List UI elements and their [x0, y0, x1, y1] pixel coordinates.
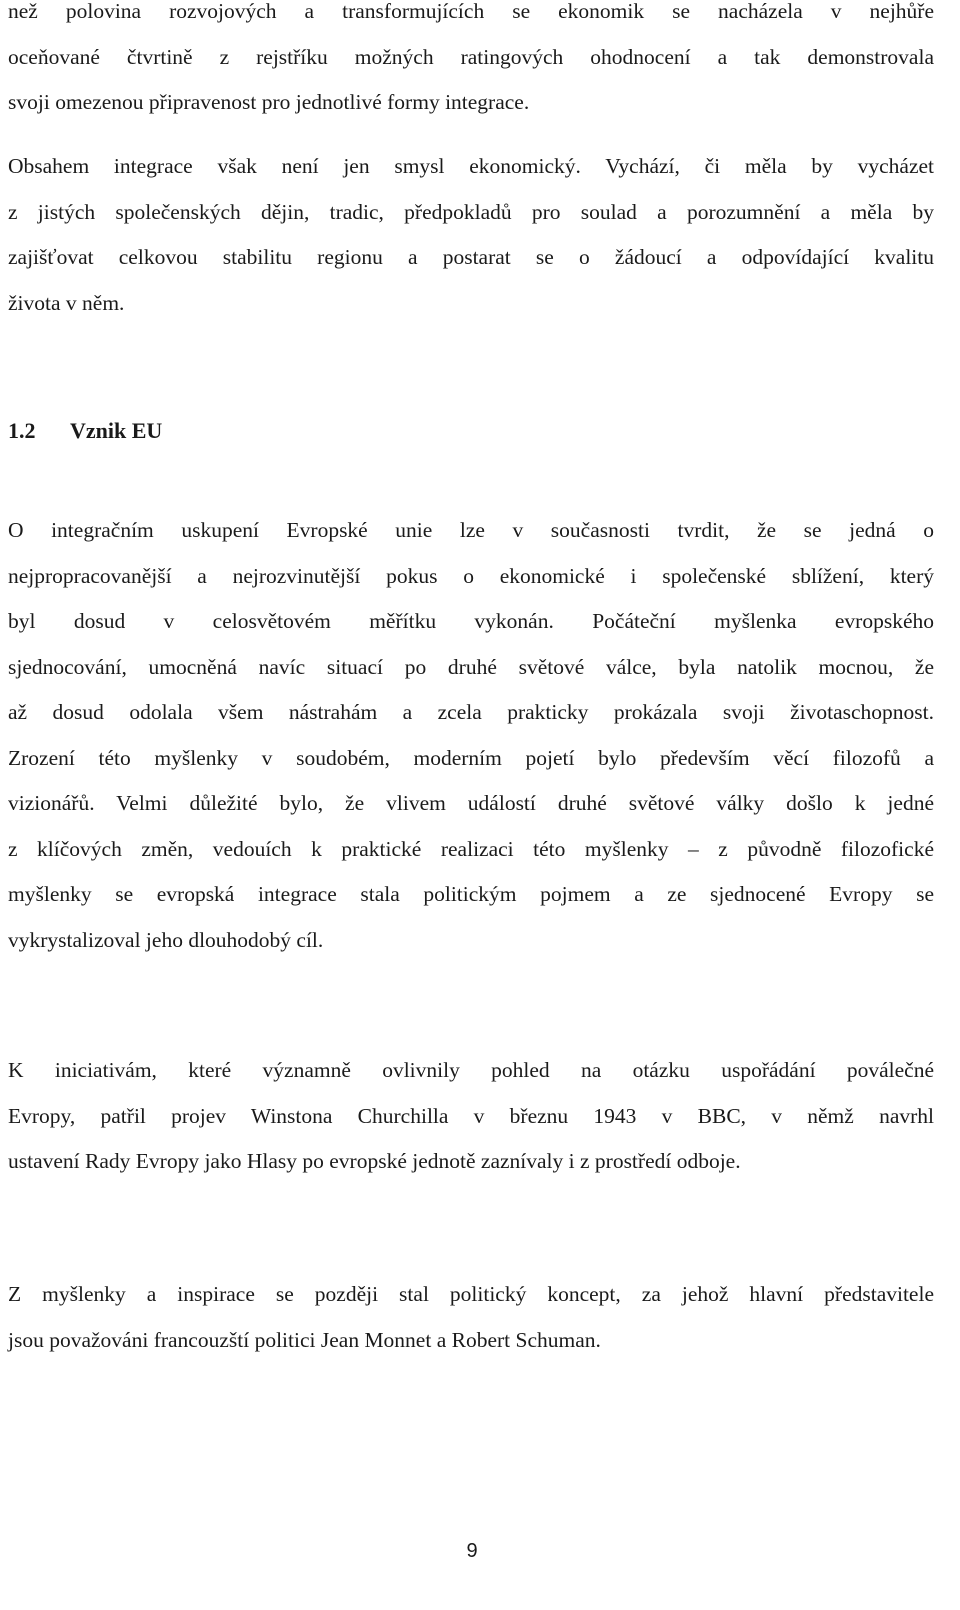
text-line: K iniciativám, které významně ovlivnily pohled na otázku uspořádání poválečné: [8, 1058, 934, 1082]
section-title: Vznik EU: [70, 418, 163, 443]
text-line: svoji omezenou připravenost pro jednotlivé formy integrace.: [8, 90, 530, 114]
section-number: 1.2: [8, 418, 36, 443]
paragraph-political-concept: [8, 1272, 934, 1363]
paragraph-eu-origin: [8, 508, 934, 963]
text-line: sjednocování, umocněná navíc situací po druhé světové válce, byla natolik mocnou, že: [8, 654, 934, 679]
page-number: 9: [466, 1540, 478, 1562]
text-line: než polovina rozvojových a transformujících se ekonomik se nacházela v nejhůře: [8, 0, 934, 23]
text-line: Zrození této myšlenky v soudobém, moderním pojetí bylo především věcí filozofů a: [8, 745, 934, 770]
paragraph-integration-content: [8, 144, 934, 326]
paragraph-churchill-initiative: [8, 1048, 934, 1185]
text-line: oceňované čtvrtině z rejstříku možných ratingových ohodnocení a tak demonstrovala: [8, 44, 934, 69]
text-line: jsou považováni francouzští politici Jean Monnet a Robert Schuman.: [8, 1327, 601, 1352]
text-line: Evropy, patřil projev Winstona Churchilla v březnu 1943 v BBC, v němž navrhl: [8, 1103, 934, 1128]
text-line: Obsahem integrace však není jen smysl ekonomický. Vychází, či měla by vycházet: [8, 154, 934, 178]
text-line: O integračním uskupení Evropské unie lze v současnosti tvrdit, že se jedná o: [8, 518, 934, 542]
text-line: z jistých společenských dějin, tradic, předpokladů pro soulad a porozumnění a měla by: [8, 199, 934, 224]
section-heading: [8, 418, 162, 444]
text-line: byl dosud v celosvětovém měřítku vykonán. Počáteční myšlenka evropského: [8, 609, 934, 633]
text-line: ustavení Rady Evropy jako Hlasy po evropské jednotě zaznívaly i z prostředí odboje.: [8, 1149, 741, 1173]
text-line: myšlenky se evropská integrace stala politickým pojmem a ze sjednocené Evropy se: [8, 882, 934, 906]
text-line: vykrystalizoval jeho dlouhodobý cíl.: [8, 927, 324, 952]
text-line: nejpropracovanější a nejrozvinutější pokus o ekonomické i společenské sblížení, který: [8, 563, 934, 588]
paragraph-integration-readiness: [8, 0, 934, 126]
text-line: zajišťovat celkovou stabilitu regionu a postarat se o žádoucí a odpovídající kvalitu: [8, 245, 934, 269]
text-line: Z myšlenky a inspirace se později stal politický koncept, za jehož hlavní představitele: [8, 1282, 934, 1306]
text-line: vizionářů. Velmi důležité bylo, že vlivem událostí druhé světové války došlo k jedné: [8, 791, 934, 815]
text-line: života v něm.: [8, 290, 125, 315]
text-line: až dosud odolala všem nástrahám a zcela prakticky prokázala svoji životaschopnost.: [8, 700, 934, 724]
text-line: z klíčových změn, vedouích k praktické realizaci této myšlenky – z původně filozofické: [8, 836, 934, 861]
